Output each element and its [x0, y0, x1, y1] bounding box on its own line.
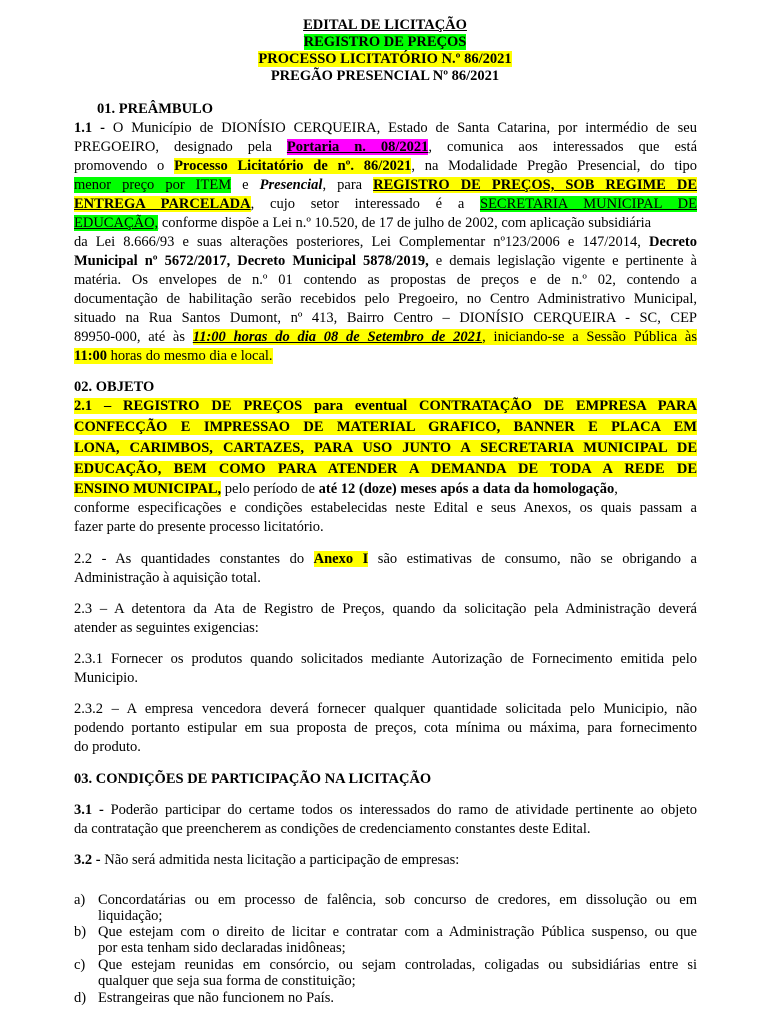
- clause-2-2: [74, 550, 697, 569]
- preambulo-line: [74, 328, 697, 347]
- preambulo-line: [74, 138, 697, 157]
- text: promovendo o: [74, 158, 175, 174]
- regime-highlight: ENTREGA PARCELADA: [74, 196, 251, 212]
- text: , comunica aos interessados que está: [428, 139, 698, 155]
- text: horas do mesmo dia e local.: [107, 348, 273, 364]
- list-item-label: d): [74, 990, 87, 1006]
- text: Poderão participar do certame todos os interessados do ramo de atividade pertinente ao objeto: [103, 802, 697, 818]
- text: Municipal nº 5672/2017, Decreto Municipal 5878/2019,: [74, 253, 429, 269]
- portaria-highlight: Portaria n. 08/2021: [286, 139, 429, 155]
- preambulo-line: matéria. Os envelopes de n.º 01 contendo as propostas de preços e de n.º 02, contendo a: [74, 272, 697, 288]
- preambulo-line: [74, 119, 697, 138]
- clause-2-2-line: Administração à aquisição total.: [74, 570, 261, 586]
- clause-3-1-line: da contratação que preencherem as condições de credenciamento constantes deste Edital.: [74, 821, 591, 837]
- preambulo-line: situado na Rua Santos Dumont, nº 413, Bairro Centro – DIONÍSIO CERQUEIRA - SC, CEP: [74, 310, 697, 326]
- preambulo-line: [74, 157, 697, 176]
- text: são estimativas de consumo, não se obrigando a: [368, 551, 697, 567]
- objeto-highlight: EDUCAÇÃO, BEM COMO PARA ATENDER A DEMANDA DE TODA A REDE DE: [74, 461, 697, 477]
- preambulo-line: [74, 347, 697, 366]
- preambulo-line: [74, 176, 697, 195]
- text: ,: [614, 481, 618, 497]
- preambulo-line: [74, 233, 697, 252]
- processo-highlight: Processo Licitatório de nº. 86/2021: [174, 158, 412, 174]
- text: 2.2 - As quantidades constantes do: [74, 551, 314, 567]
- clause-2-3-1-line: Municipio.: [74, 670, 139, 686]
- objeto-line: [74, 397, 697, 416]
- list-item-label: a): [74, 892, 86, 908]
- text: Presencial: [259, 177, 323, 193]
- secretaria-highlight: SECRETARIA MUNICIPAL DE: [480, 196, 697, 212]
- preambulo-line: [74, 195, 697, 214]
- text: conforme dispõe a Lei n.º 10.520, de 17 de julho de 2002, com aplicação subsidiária: [158, 215, 652, 231]
- clause-3-2: [74, 851, 697, 870]
- text: Não será admitida nesta licitação a participação de empresas:: [100, 852, 460, 868]
- text: até 12 (doze) meses após a data da homologação: [318, 481, 615, 497]
- clause-2-3: 2.3 – A detentora da Ata de Registro de Preços, quando da solicitação pela Administração deverá: [74, 601, 697, 617]
- clause-2-3-2: 2.3.2 – A empresa vencedora deverá fornecer qualquer quantidade solicitada pelo Municipio, não: [74, 701, 697, 717]
- clause-2-3-line: atender as seguintes exigencias:: [74, 620, 259, 636]
- text: pelo período de: [221, 481, 319, 497]
- clause-number: 1.1 -: [74, 120, 105, 136]
- clause-3-1: [74, 801, 697, 820]
- educacao-highlight: EDUCAÇÃO,: [74, 215, 159, 231]
- list-item: Que estejam com o direito de licitar e contratar com a Administração Pública suspenso, ou que: [98, 924, 697, 940]
- registro-highlight: REGISTRO DE PREÇOS, SOB REGIME DE: [373, 177, 698, 193]
- process-highlight: PROCESSO LICITATÓRIO N.º 86/2021: [258, 51, 512, 67]
- process-number: [0, 51, 770, 67]
- tipo-highlight: menor preço por ITEM: [74, 177, 232, 193]
- section-heading-preambulo: 01. PREÂMBULO: [97, 101, 213, 117]
- clause-number: 3.1 -: [74, 802, 104, 818]
- objeto-line: conforme especificações e condições estabelecidas neste Edital e seus Anexos, os quais passam a: [74, 500, 697, 516]
- list-item-line: liquidação;: [98, 908, 163, 924]
- text: O Município de DIONÍSIO CERQUEIRA, Estado de Santa Catarina, por intermédio de seu: [104, 120, 697, 136]
- edital-title: EDITAL DE LICITAÇÃO: [303, 17, 467, 33]
- text: e demais legislação vigente e pertinente à: [428, 253, 697, 269]
- section-heading-participacao: 03. CONDIÇÕES DE PARTICIPAÇÃO NA LICITAÇÃO: [74, 771, 432, 787]
- text: PREGOEIRO, designado pela: [74, 139, 287, 155]
- text: da Lei 8.666/93 e suas alterações posteriores, Lei Complementar nº123/2006 e 147/2014,: [74, 234, 649, 250]
- objeto-line: [74, 460, 697, 479]
- text: 89950-000, até às: [74, 329, 193, 345]
- objeto-line: [74, 439, 697, 458]
- objeto-highlight: ENSINO MUNICIPAL,: [74, 481, 222, 497]
- objeto-highlight: LONA, CARIMBOS, CARTAZES, PARA USO JUNTO A SECRETARIA MUNICIPAL DE: [74, 440, 697, 456]
- pregao-number: PREGÃO PRESENCIAL Nº 86/2021: [270, 68, 500, 84]
- clause-2-3-2-line: podendo portanto estipular em sua proposta de preços, cota mínima ou máxima, para fornecimento: [74, 720, 697, 736]
- anexo-highlight: Anexo I: [313, 551, 369, 567]
- time-highlight: 11:00: [74, 348, 108, 364]
- clause-number: 3.2 -: [74, 852, 101, 868]
- objeto-line: fazer parte do presente processo licitatório.: [74, 519, 324, 535]
- clause-2-3-2-line: do produto.: [74, 739, 141, 755]
- text: , para: [322, 177, 374, 193]
- list-item-label: c): [74, 957, 86, 973]
- preambulo-line: [74, 214, 697, 233]
- preambulo-line: [74, 252, 697, 271]
- objeto-line: [74, 418, 697, 437]
- list-item-label: b): [74, 924, 87, 940]
- text: , cujo setor interessado é a: [250, 196, 481, 212]
- list-item: Estrangeiras que não funcionem no País.: [98, 990, 334, 1006]
- edital-subtitle: [0, 34, 770, 50]
- list-item-line: qualquer que seja sua forma de constituição;: [98, 973, 356, 989]
- date-highlight: 11:00 horas do dia 08 de Setembro de 2021: [192, 329, 483, 345]
- text: , na Modalidade Pregão Presencial, do tipo: [411, 158, 697, 174]
- text: e: [231, 177, 260, 193]
- text: Decreto: [648, 234, 697, 250]
- list-item: Que estejam reunidas em consórcio, ou sejam controladas, coligadas ou subsidiárias entre si: [98, 957, 697, 973]
- objeto-highlight: CONFECÇÃO E IMPRESSAO DE MATERIAL GRAFICO, BANNER E PLACA EM: [74, 419, 697, 435]
- list-item-line: por esta tenham sido declaradas inidôneas;: [98, 940, 346, 956]
- preambulo-line: documentação de habilitação serão recebidos pelo Pregoeiro, no Centro Administrativo Municipal,: [74, 291, 697, 307]
- list-item: Concordatárias ou em processo de falência, sob concurso de credores, em dissolução ou em: [98, 892, 697, 908]
- objeto-highlight: 2.1 – REGISTRO DE PREÇOS para eventual CONTRATAÇÃO DE EMPRESA PARA: [74, 398, 697, 414]
- objeto-line: [74, 480, 697, 499]
- section-heading-objeto: 02. OBJETO: [74, 379, 155, 395]
- subtitle-highlight: REGISTRO DE PREÇOS: [303, 34, 467, 50]
- text: , iniciando-se a Sessão Pública às: [482, 329, 698, 345]
- clause-2-3-1: 2.3.1 Fornecer os produtos quando solicitados mediante Autorização de Fornecimento emitida pelo: [74, 651, 697, 667]
